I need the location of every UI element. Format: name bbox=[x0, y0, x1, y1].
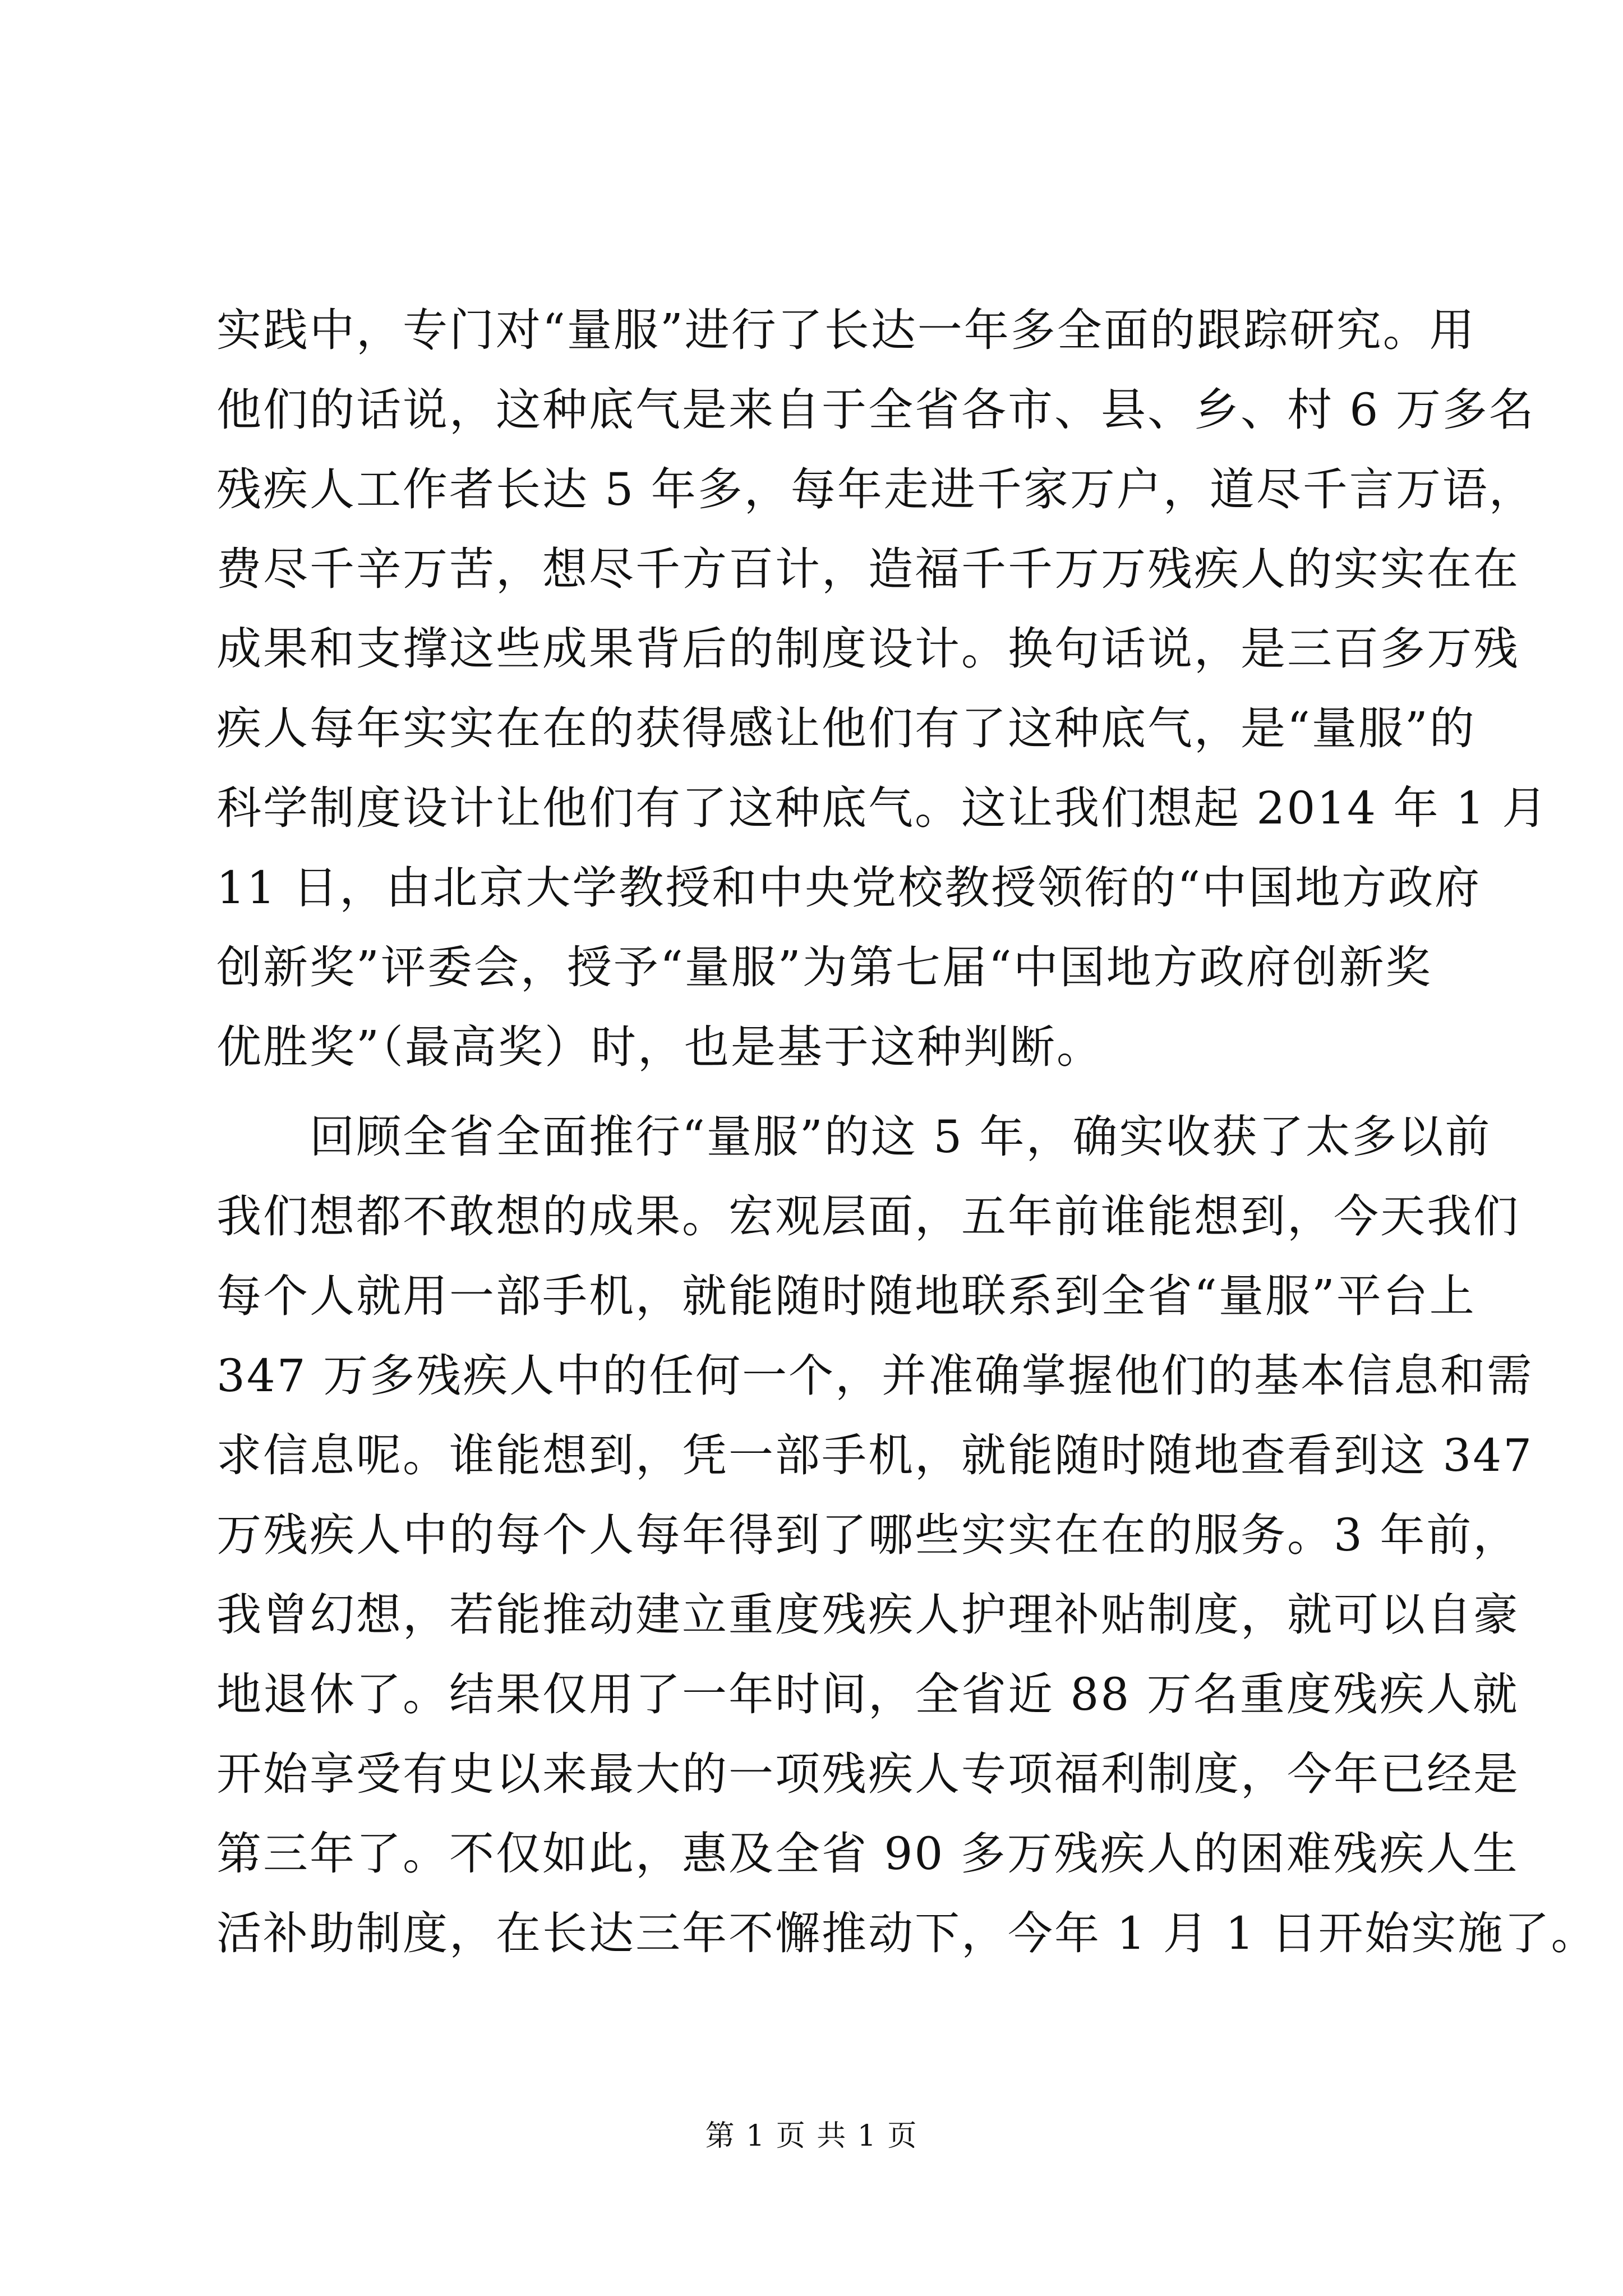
text-line: 求信息呢。谁能想到，凭一部手机，就能随时随地查看到这 347 bbox=[216, 1429, 1534, 1481]
text-line: 科学制度设计让他们有了这种底气。这让我们想起 2014 年 1 月 bbox=[216, 782, 1549, 834]
paragraph-1 bbox=[216, 291, 1549, 1087]
text-line: 费尽千辛万苦，想尽千方百计，造福千千万万残疾人的实实在在 bbox=[216, 543, 1520, 595]
document-body bbox=[216, 291, 1598, 1973]
text-line: 开始享受有史以来最大的一项残疾人专项福利制度，今年已经是 bbox=[216, 1748, 1520, 1800]
text-line: 残疾人工作者长达 5 年多，每年走进千家万户，道尽千言万语， bbox=[216, 463, 1536, 516]
text-line: 万残疾人中的每个人每年得到了哪些实实在在的服务。3 年前， bbox=[216, 1509, 1520, 1561]
text-line: 优胜奖”（最高奖）时，也是基于这种判断。 bbox=[216, 1021, 1103, 1073]
text-line: 地退休了。结果仅用了一年时间，全省近 88 万名重度残疾人就 bbox=[216, 1668, 1519, 1720]
text-line: 他们的话说，这种底气是来自于全省各市、县、乡、村 6 万多名 bbox=[216, 384, 1536, 436]
text-line: 回顾全省全面推行“量服”的这 5 年，确实收获了太多以前 bbox=[310, 1111, 1492, 1163]
text-line: 我们想都不敢想的成果。宏观层面，五年前谁能想到，今天我们 bbox=[216, 1190, 1520, 1243]
text-line: 第三年了。不仅如此，惠及全省 90 多万残疾人的困难残疾人生 bbox=[216, 1828, 1519, 1880]
page-number-label: 第 1 页 共 1 页 bbox=[705, 2119, 918, 2153]
text-line: 347 万多残疾人中的任何一个，并准确掌握他们的基本信息和需 bbox=[216, 1350, 1534, 1402]
text-line: 实践中，专门对“量服”进行了长达一年多全面的跟踪研究。用 bbox=[216, 304, 1476, 356]
text-line: 成果和支撑这些成果背后的制度设计。换句话说，是三百多万残 bbox=[216, 623, 1520, 675]
paragraph-2 bbox=[216, 1097, 1598, 1973]
text-line: 创新奖”评委会，授予“量服”为第七届“中国地方政府创新奖 bbox=[216, 941, 1432, 993]
paragraph-spacer bbox=[216, 1087, 1417, 1097]
text-line: 疾人每年实实在在的获得感让他们有了这种底气，是“量服”的 bbox=[216, 702, 1476, 754]
page-footer bbox=[0, 2112, 1623, 2154]
text-line: 每个人就用一部手机，就能随时随地联系到全省“量服”平台上 bbox=[216, 1270, 1476, 1322]
text-line: 11 日，由北京大学教授和中央党校教授领衔的“中国地方政府 bbox=[216, 862, 1482, 914]
text-line: 活补助制度，在长达三年不懈推动下，今年 1 月 1 日开始实施了。 bbox=[216, 1907, 1598, 1959]
text-line: 我曾幻想，若能推动建立重度残疾人护理补贴制度，就可以自豪 bbox=[216, 1589, 1520, 1641]
